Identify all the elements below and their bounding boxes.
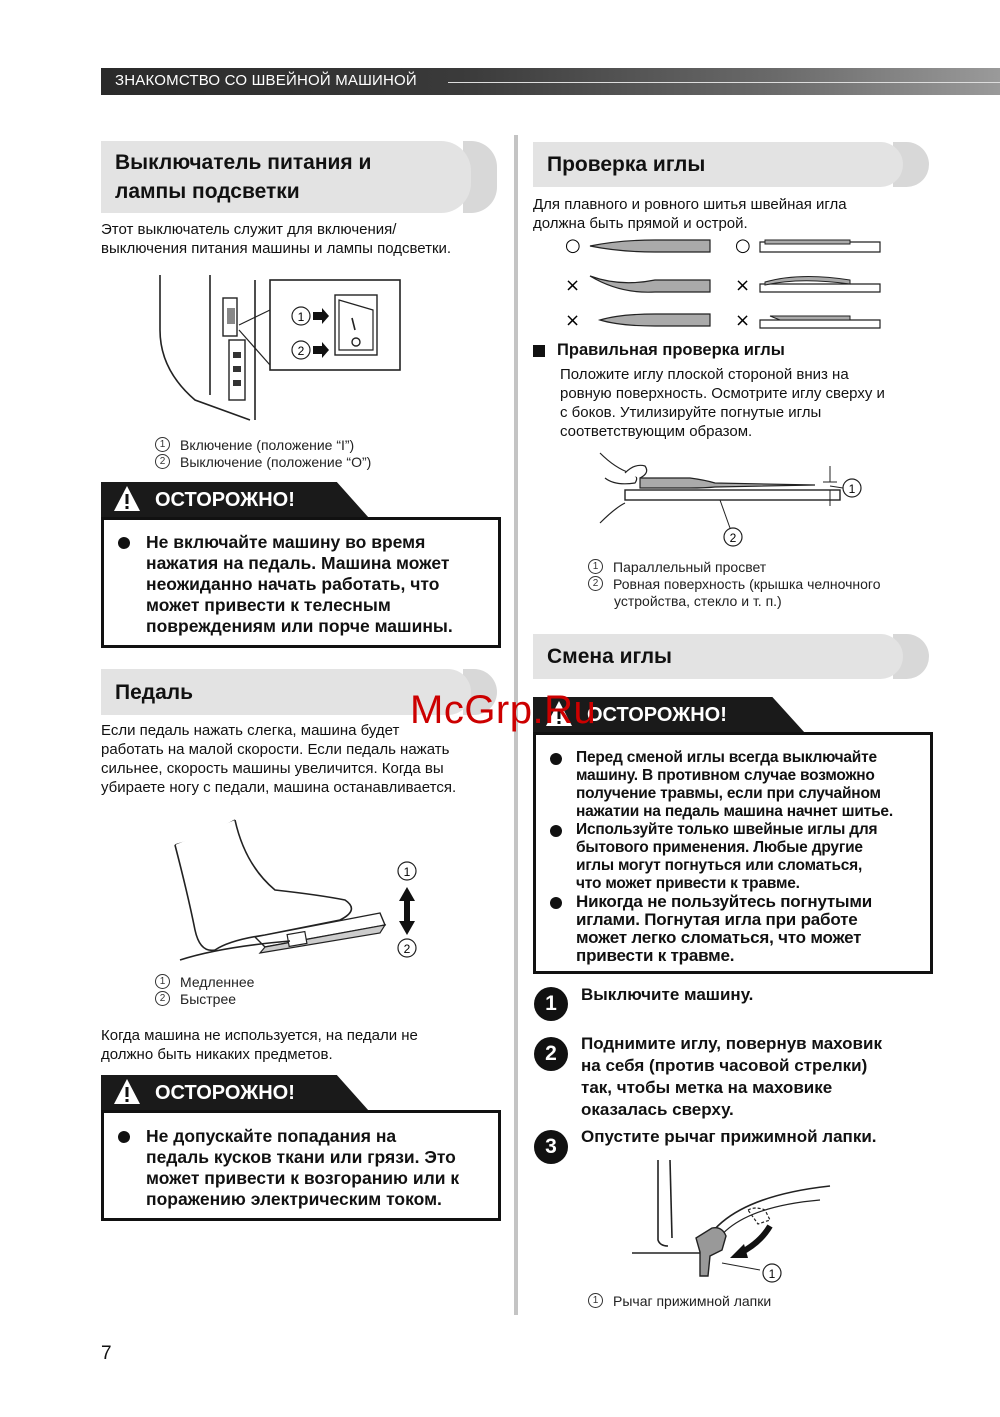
needle-check-instructions	[560, 365, 940, 441]
pedal-text-line: Если педаль нажать слегка, машина будет	[101, 722, 400, 739]
page-number: 7	[101, 1343, 112, 1364]
needle-change-title: Смена иглы	[533, 634, 903, 679]
legend-number: 1	[588, 559, 603, 574]
step-line: так, чтобы метка на маховике	[581, 1078, 833, 1097]
needle-examples-illustration	[560, 232, 890, 332]
power-callout-2: 2	[297, 344, 305, 358]
presser-foot-lever-illustration	[630, 1158, 840, 1288]
needle-check-text-line: Для плавного и ровного шитья швейная игла	[533, 196, 847, 213]
step-line: Опустите рычаг прижимной лапки.	[581, 1127, 877, 1146]
warning2-item	[104, 1126, 498, 1210]
pedal-text-line: убираете ногу с педали, машина останавливается.	[101, 779, 457, 796]
pedal-callout-1: 1	[403, 865, 411, 879]
legend-item	[155, 974, 455, 991]
needle-check-description	[533, 195, 933, 233]
warning2-line: Не допускайте попадания на	[146, 1126, 397, 1146]
legend-number: 2	[155, 991, 170, 1006]
warning3-line: получение травмы, если при случайном	[576, 785, 881, 802]
instruction-line: ровную поверхность. Осмотрите иглу сверху и	[560, 385, 885, 402]
bad-mark: ×	[735, 275, 751, 296]
warning3-item	[536, 821, 930, 893]
legend-text: Рычаг прижимной лапки	[613, 1293, 772, 1309]
warning3-box	[533, 732, 933, 974]
warning1-line: повреждениям или порче машины.	[146, 616, 453, 636]
legend-text-continued: устройства, стекло и т. п.)	[614, 593, 782, 609]
power-title-line2: лампы подсветки	[115, 180, 300, 203]
pedal-note	[101, 1026, 501, 1064]
warning2-line: может привести к возгоранию или к	[146, 1168, 460, 1188]
bullet	[550, 897, 562, 909]
lever-callout-1: 1	[768, 1267, 776, 1281]
legend-number: 1	[155, 974, 170, 989]
step-number: 2	[534, 1037, 568, 1071]
warning3-line: машину. В противном случае возможно	[576, 767, 875, 784]
power-legend	[155, 437, 495, 471]
flat-callout-1: 1	[848, 482, 856, 496]
step-number: 3	[534, 1130, 568, 1164]
warning1-line: неожиданно начать работать, что	[146, 574, 440, 594]
warning3-line: иглы могут погнуться или сломаться,	[576, 857, 863, 874]
power-text-line1: Этот выключатель служит для включения/	[101, 221, 397, 238]
warning3-line: что может привести к травме.	[576, 875, 800, 892]
legend-number: 1	[588, 1293, 603, 1308]
lever-legend	[588, 1293, 888, 1310]
step-text	[581, 1033, 931, 1121]
pedal-note-line: должно быть никаких предметов.	[101, 1046, 333, 1063]
pedal-note-line: Когда машина не используется, на педали не	[101, 1027, 418, 1044]
power-section-heading	[101, 141, 501, 213]
legend-text: Параллельный просвет	[613, 559, 767, 575]
legend-number: 2	[588, 576, 603, 591]
warning3-line: привести к травме.	[576, 946, 735, 965]
warning3-item	[536, 893, 930, 965]
warning-icon	[112, 1077, 142, 1107]
warning1-box	[101, 517, 501, 648]
needle-check-title: Проверка иглы	[533, 142, 903, 187]
legend-item	[155, 454, 495, 471]
warning1-line: нажатия на педаль. Машина может	[146, 553, 450, 573]
warning3-line: Никогда не пользуйтесь погнутыми	[576, 892, 872, 911]
warning3-item	[536, 749, 930, 821]
warning1-line: может привести к телесным	[146, 595, 391, 615]
legend-text: Медленнее	[180, 974, 255, 990]
warning3-line: иглами. Погнутая игла при работе	[576, 910, 858, 929]
power-title-line1: Выключатель питания и	[115, 151, 372, 174]
warning2-line: поражению электрическим током.	[146, 1189, 442, 1209]
subheading-text: Правильная проверка иглы	[557, 341, 785, 359]
needle-check-legend	[588, 559, 928, 610]
needle-change-heading	[533, 634, 933, 679]
warning3-line: Используйте только швейные иглы для	[576, 821, 878, 838]
power-description	[101, 220, 501, 258]
bullet	[118, 1131, 130, 1143]
warning3-line: Перед сменой иглы всегда выключайте	[576, 749, 877, 766]
step-text	[581, 984, 931, 1006]
pedal-legend	[155, 974, 455, 1008]
power-title	[101, 141, 471, 213]
legend-item	[588, 576, 928, 593]
bad-mark: ×	[565, 310, 581, 331]
needle-flat-surface-illustration	[595, 448, 875, 553]
good-mark: ○	[735, 235, 751, 256]
instruction-line: с боков. Утилизируйте погнутые иглы	[560, 404, 822, 421]
legend-text: Ровная поверхность (крышка челночного	[613, 576, 881, 592]
square-bullet	[533, 345, 545, 357]
bullet	[118, 537, 130, 549]
legend-text: Быстрее	[180, 991, 237, 1007]
legend-number: 2	[155, 454, 170, 469]
needle-check-heading	[533, 142, 933, 187]
warning2-line: педаль кусков ткани или грязи. Это	[146, 1147, 456, 1167]
pedal-text-line: сильнее, скорость машины увеличится. Когда вы	[101, 760, 444, 777]
warning2-box	[101, 1110, 501, 1221]
legend-item	[588, 559, 928, 576]
header-rule	[448, 82, 1000, 83]
good-mark: ○	[565, 235, 581, 256]
step-line: Поднимите иглу, повернув маховик	[581, 1034, 882, 1053]
power-switch-illustration	[155, 270, 405, 425]
needle-check-text-line: должна быть прямой и острой.	[533, 215, 748, 232]
flat-callout-2: 2	[729, 531, 737, 545]
warning2-title: ОСТОРОЖНО!	[155, 1082, 295, 1104]
warning1-title: ОСТОРОЖНО!	[155, 489, 295, 511]
warning3-line: нажатии на педаль машина начнет шитье.	[576, 803, 893, 820]
watermark: McGrp.Ru	[410, 688, 597, 732]
warning3-line: бытового применения. Любые другие	[576, 839, 863, 856]
pedal-callout-2: 2	[403, 942, 411, 956]
warning3-title: ОСТОРОЖНО!	[587, 704, 727, 726]
step-line: на себя (против часовой стрелки)	[581, 1056, 868, 1075]
instruction-line: Положите иглу плоской стороной вниз на	[560, 366, 849, 383]
bullet	[550, 753, 562, 765]
step-line: Выключите машину.	[581, 985, 754, 1004]
warning-icon	[112, 484, 142, 514]
foot-pedal-illustration	[170, 815, 430, 965]
legend-item	[155, 437, 495, 454]
step-line: оказалась сверху.	[581, 1100, 734, 1119]
needle-check-subheading	[533, 341, 785, 360]
legend-item	[588, 1293, 888, 1310]
pedal-title: Педаль	[101, 669, 471, 715]
header-title: ЗНАКОМСТВО СО ШВЕЙНОЙ МАШИНОЙ	[115, 72, 417, 89]
power-text-line2: выключения питания машины и лампы подсветки.	[101, 240, 452, 257]
warning1-line: Не включайте машину во время	[146, 532, 426, 552]
legend-text: Выключение (положение “O”)	[180, 454, 372, 470]
step-number: 1	[534, 987, 568, 1021]
legend-text: Включение (положение “I”)	[180, 437, 355, 453]
pedal-text-line: работать на малой скорости. Если педаль нажать	[101, 741, 450, 758]
bullet	[550, 825, 562, 837]
legend-number: 1	[155, 437, 170, 452]
bad-mark: ×	[735, 310, 751, 331]
power-callout-1: 1	[297, 310, 305, 324]
instruction-line: соответствующим образом.	[560, 423, 753, 440]
step-text	[581, 1126, 931, 1148]
bad-mark: ×	[565, 275, 581, 296]
warning3-line: может легко сломаться, что может	[576, 928, 862, 947]
legend-item	[155, 991, 455, 1008]
warning1-item	[104, 532, 498, 637]
